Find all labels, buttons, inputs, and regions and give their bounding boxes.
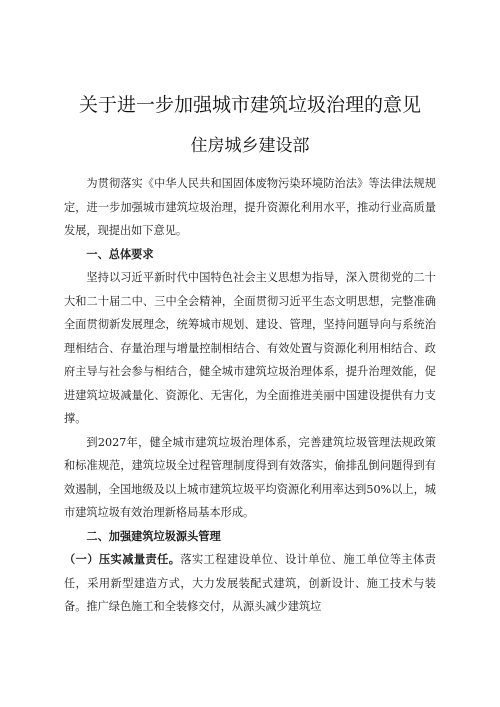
goals-paragraph: 到2027年，健全城市建筑垃圾治理体系，完善建筑垃圾管理法规政策和标准规范，建筑垃圾全过程管理制度得到有效落实，偷排乱倒问题得到有效遏制，全国地级及以上城市建筑垃圾平均资源化利用率达到50%以上，城市建筑垃圾有效治理新格局基本形成。	[64, 435, 436, 519]
item-text: 落实工程建设单位、设计单位、施工单位等主体责任，采用新型建造方式，大力发展装配式建筑，创新设计、施工技术与装备。推广绿色施工和全装修交付，从源头减少建筑垃	[64, 553, 436, 613]
general-requirements-paragraph: 坚持以习近平新时代中国特色社会主义思想为指导，深入贯彻党的二十大和二十届二中、三中全会精神，全面贯彻习近平生态文明思想，完整准确全面贯彻新发展理念，统筹城市规划、建设、管理，坚持问题导向与系统治理相结合、存量治理与增量控制相结合、有效处置与资源化利用相结合、政府主导与社会参与相结合，健全城市建筑垃圾治理体系，提升治理效能，促进建筑垃圾减量化、资源化、无害化，为全面推进美丽中国建设提供有力支撑。	[64, 271, 436, 425]
document-body	[64, 172, 436, 619]
section-heading-source-management: 二、加强建筑垃圾源头管理	[86, 529, 221, 543]
document-title: 关于进一步加强城市建筑垃圾治理的意见	[78, 94, 421, 116]
section-heading-general: 一、总体要求	[86, 247, 154, 261]
item-lead: （一）压实减量责任。	[64, 553, 181, 566]
issuer-name: 住房城乡建设部	[190, 136, 310, 156]
intro-paragraph: 为贯彻落实《中华人民共和国固体废物污染环境防治法》等法律法规规定，进一步加强城市建筑垃圾治理，提升资源化利用水平，推动行业高质量发展，现提出如下意见。	[64, 177, 436, 237]
item-paragraph	[64, 548, 436, 619]
